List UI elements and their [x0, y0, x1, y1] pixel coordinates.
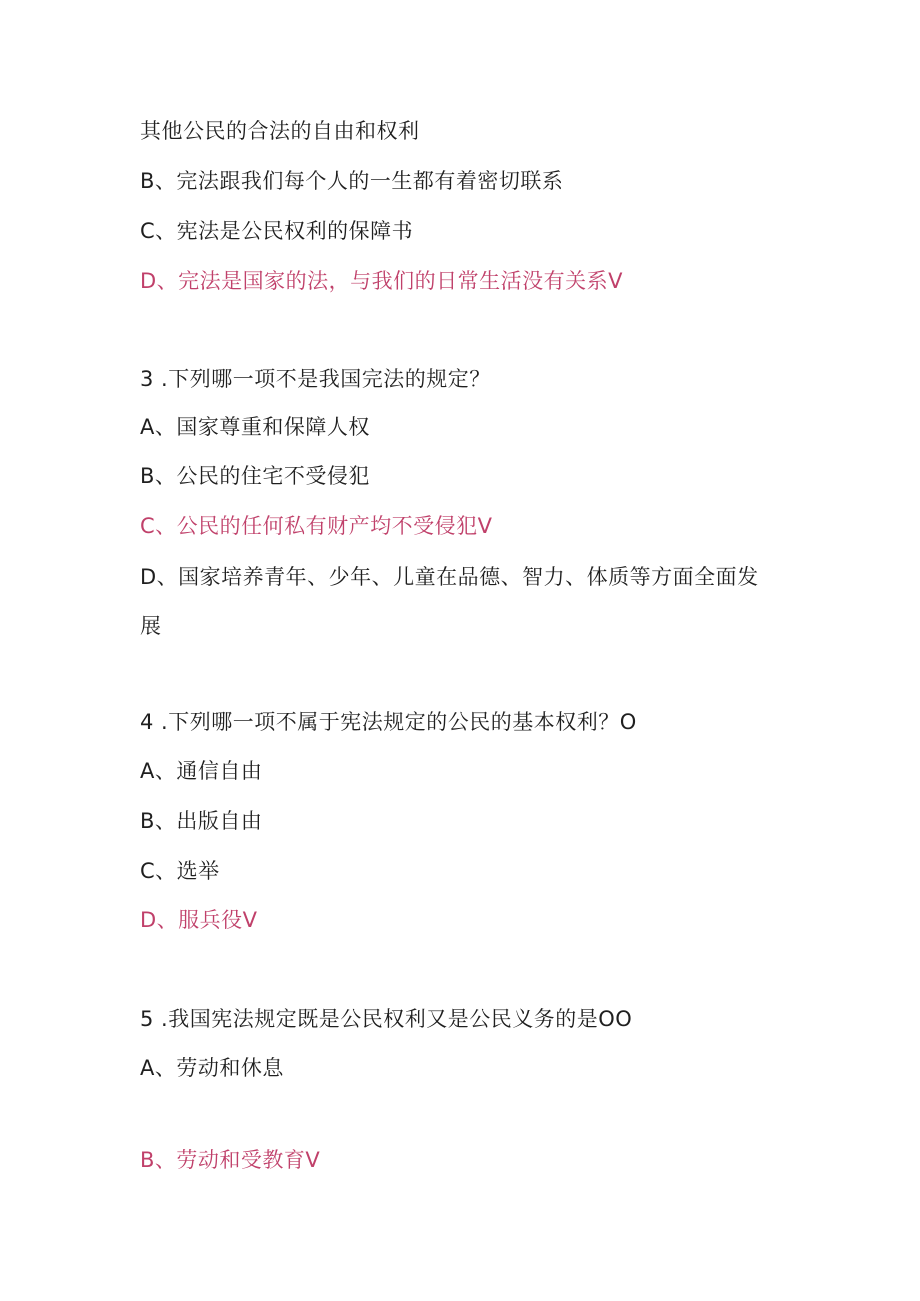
q3-option-d: D、国家培养青年、少年、儿童在品德、智力、体质等方面全面发 — [140, 565, 759, 589]
q4-option-b: B、出版自由 — [140, 809, 263, 833]
q4-option-d-answer: D、服兵役V — [140, 908, 258, 932]
q4-option-a: A、通信自由 — [140, 759, 263, 783]
continued-option-text: 其他公民的合法的自由和权利 — [140, 119, 420, 143]
q5-option-b-answer: B、劳动和受教育V — [140, 1148, 321, 1172]
q5-option-a: A、劳动和休息 — [140, 1056, 284, 1080]
q3-question: 3 .下列哪一项不是我国完法的规定？ — [140, 367, 491, 391]
q4-question: 4 .下列哪一项不属于宪法规定的公民的基本权利？O — [140, 710, 637, 734]
q4-option-c: C、选举 — [140, 859, 220, 883]
q3-option-d-continued: 展 — [140, 614, 162, 638]
q5-question: 5 .我国宪法规定既是公民权利又是公民义务的是OO — [140, 1007, 633, 1031]
q3-option-a: A、国家尊重和保障人权 — [140, 415, 370, 439]
q3-option-c-answer: C、公民的任何私有财产均不受侵犯V — [140, 514, 493, 538]
q3-option-b: B、公民的住宅不受侵犯 — [140, 464, 370, 488]
q2-option-c: C、宪法是公民权利的保障书 — [140, 219, 414, 243]
q2-option-d-answer: D、完法是国家的法，与我们的日常生活没有关系V — [140, 269, 624, 293]
q2-option-b: B、完法跟我们每个人的一生都有着密切联系 — [140, 169, 564, 193]
